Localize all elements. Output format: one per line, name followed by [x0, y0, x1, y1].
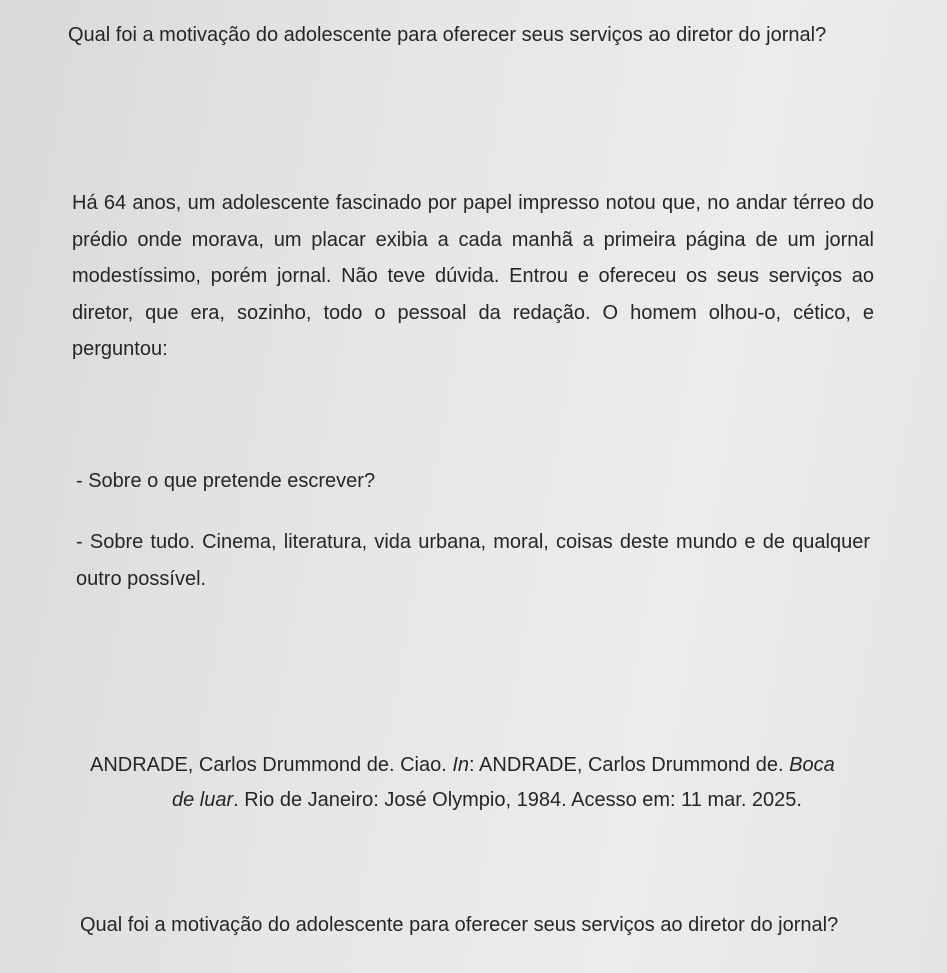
citation — [90, 748, 880, 818]
dialogue-line-2: - Sobre tudo. Cinema, literatura, vida urbana, moral, coisas deste mundo e de qualquer outro possível. — [76, 531, 870, 590]
dialogue-line-1: - Sobre o que pretende escrever? — [76, 470, 376, 492]
story-paragraph: Há 64 anos, um adolescente fascinado por papel impresso notou que, no andar térreo do prédio onde morava, um placar exibia a cada manhã a primeira página de um jornal modestíssimo, porém jornal. Não teve dúvida. Entrou e ofereceu os seus serviços ao diretor, que era, sozinho, todo o pessoal da redação. O homem olhou-o, cético, e perguntou: — [72, 192, 874, 360]
citation-author: ANDRADE, Carlos Drummond de. Ciao. — [90, 754, 453, 776]
citation-title-b: de luar — [172, 789, 234, 811]
citation-author-repeat: : ANDRADE, Carlos Drummond de. — [469, 754, 790, 776]
question-top: Qual foi a motivação do adolescente para oferecer seus serviços ao diretor do jornal? — [68, 24, 827, 46]
citation-in: In — [452, 754, 470, 776]
question-bottom: Qual foi a motivação do adolescente para oferecer seus serviços ao diretor do jornal? — [80, 914, 839, 936]
citation-title-a: Boca — [789, 754, 835, 776]
citation-publisher: . Rio de Janeiro: José Olympio, 1984. Acesso em: 11 mar. 2025. — [233, 789, 802, 811]
